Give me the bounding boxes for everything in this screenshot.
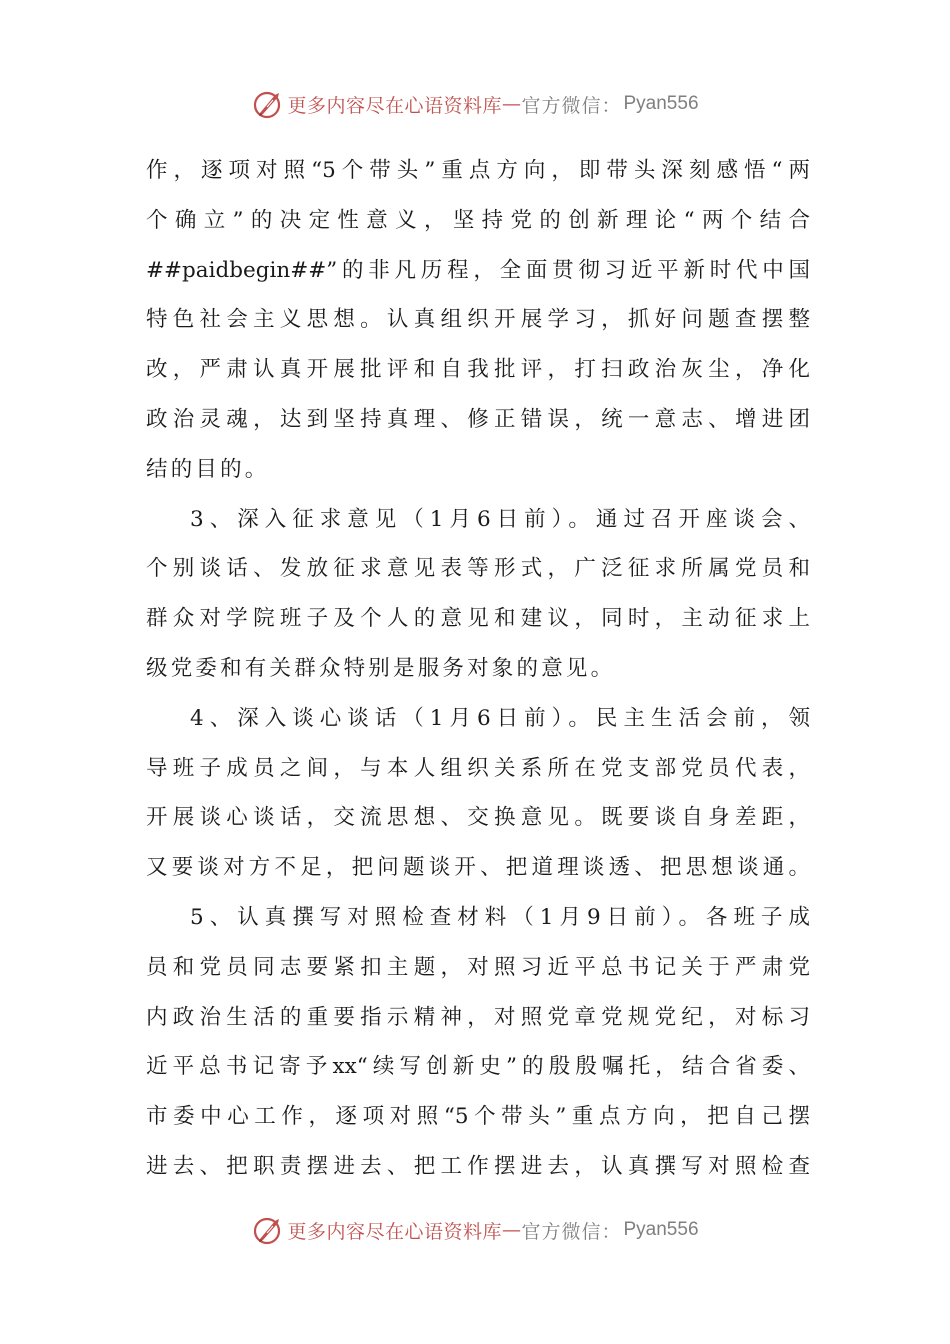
text-line: 结的目的。 (146, 456, 270, 482)
text-line: 内政治生活的重要指示精神，对照党章党规党纪，对标习 (146, 1004, 810, 1030)
wechat-id: Pyan556 (623, 1219, 699, 1240)
text-line: 特色社会主义思想。认真组织开展学习，抓好问题查摆整 (146, 307, 810, 333)
paragraph-first-line: 5、认真撰写对照检查材料（1月9日前）。各班子成 (190, 904, 810, 930)
text-line: 个确立”的决定性意义，坚持党的创新理论“两个结合 (146, 207, 810, 233)
official-label: 官方微信： (521, 1220, 622, 1243)
text-line: 级党委和有关群众特别是服务对象的意见。 (146, 655, 616, 681)
text-line: 员和党员同志要紧扣主题，对照习近平总书记关于严肃党 (146, 954, 810, 980)
quill-pen-logo-icon (251, 1213, 285, 1247)
official-label: 官方微信： (521, 94, 622, 117)
text-line: ##paidbegin##”的非凡历程，全面贯彻习近平新时代中国 (146, 257, 810, 283)
brand-dash: — (501, 1219, 522, 1241)
brand-text: 更多内容尽在心语资料库 (287, 94, 502, 117)
text-line: 又要谈对方不足，把问题谈开、把道理谈透、把思想谈通。 (146, 855, 810, 881)
document-body (146, 146, 810, 1192)
paragraph-first-line: 3、深入征求意见（1月6日前）。通过召开座谈会、 (190, 506, 810, 532)
text-line: 作，逐项对照“5个带头”重点方向，即带头深刻感悟“两 (146, 158, 810, 183)
text-line: 市委中心工作，逐项对照“5个带头”重点方向，把自己摆 (146, 1104, 810, 1130)
header-watermark (0, 84, 950, 124)
text-line: 改，严肃认真开展批评和自我批评，打扫政治灰尘，净化 (146, 357, 810, 383)
footer-watermark (0, 1210, 950, 1250)
brand-dash: — (501, 93, 522, 115)
text-line: 政治灵魂，达到坚持真理、修正错误，统一意志、增进团 (146, 406, 810, 432)
text-line: 进去、把职责摆进去、把工作摆进去，认真撰写对照检查 (146, 1153, 810, 1179)
text-line: 群众对学院班子及个人的意见和建议，同时，主动征求上 (146, 606, 810, 632)
text-line: 开展谈心谈话，交流思想、交换意见。既要谈自身差距， (146, 805, 810, 831)
brand-text: 更多内容尽在心语资料库 (287, 1220, 502, 1243)
text-line: 近平总书记寄予xx“续写创新史”的殷殷嘱托，结合省委、 (146, 1054, 810, 1080)
wechat-id: Pyan556 (623, 93, 699, 114)
quill-pen-logo-icon (251, 87, 285, 121)
text-line: 导班子成员之间，与本人组织关系所在党支部党员代表， (146, 755, 810, 781)
text-line: 个别谈话、发放征求意见表等形式，广泛征求所属党员和 (146, 556, 810, 582)
paragraph-first-line: 4、深入谈心谈话（1月6日前）。民主生活会前，领 (190, 705, 810, 731)
